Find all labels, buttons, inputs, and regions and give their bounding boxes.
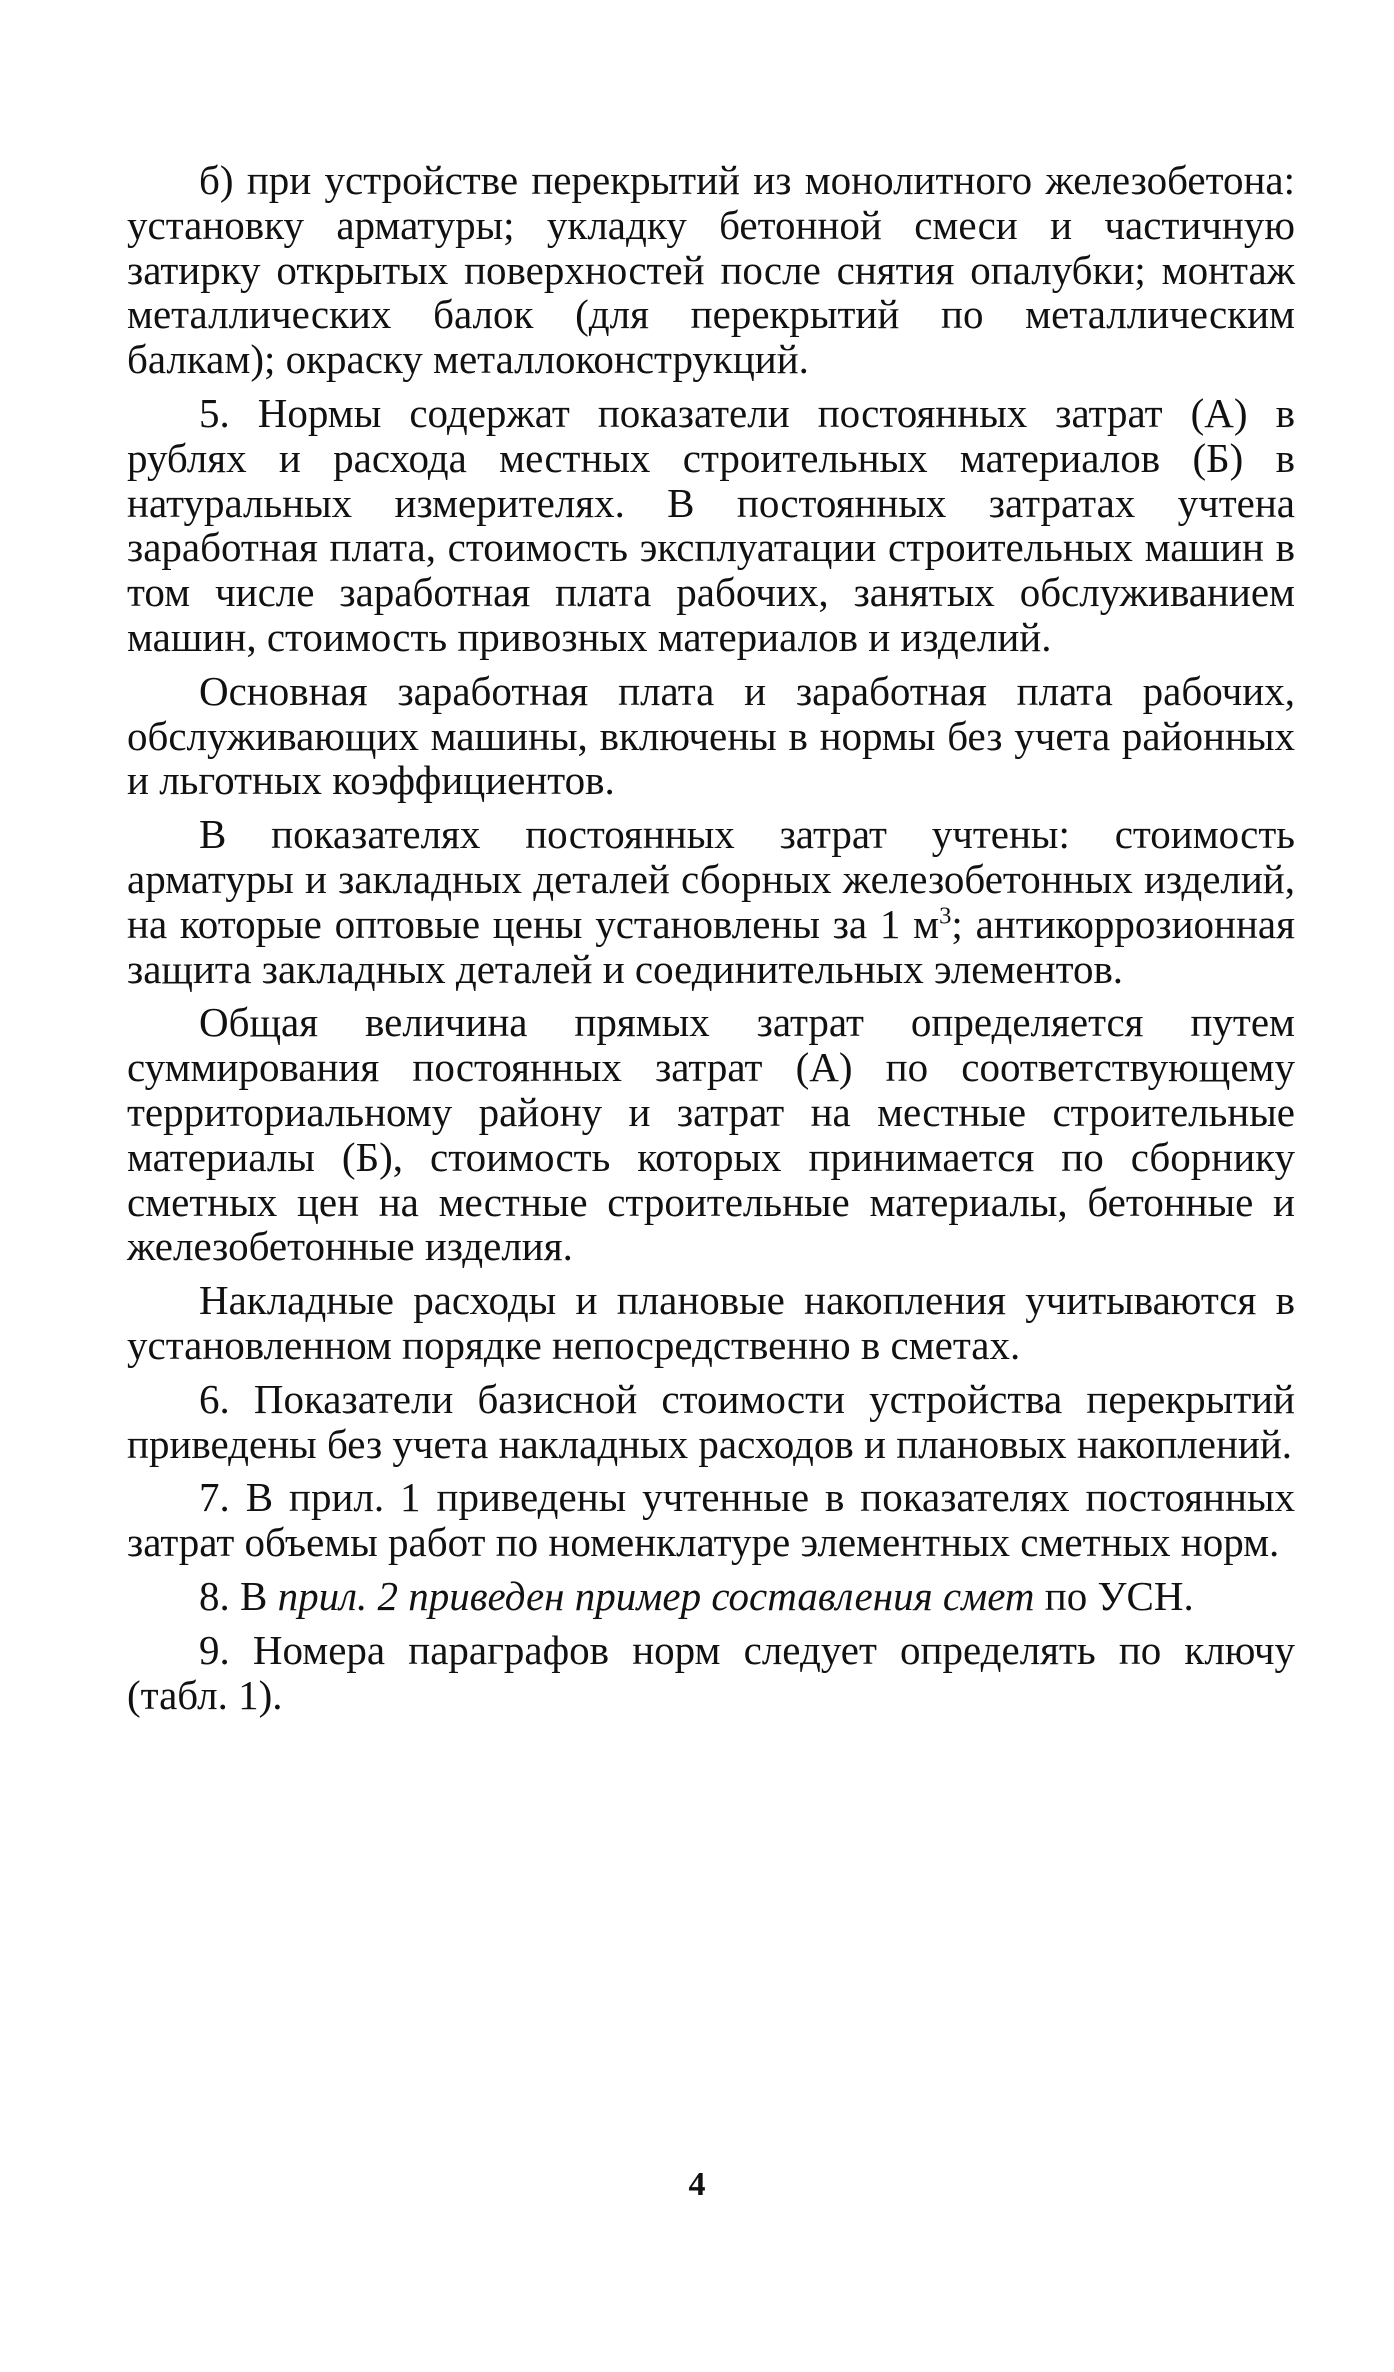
paragraph-item-8-italic: прил. 2 приведен пример составления смет: [277, 1572, 1035, 1619]
paragraph-item-b: б) при устройстве перекрытий из монолитного железобетона: установку арматуры; укладку бетонной смеси и частичную затирку открытых поверхностей после снятия опалубки; монтаж металлических балок (для перекрытий по металлическим балкам); окраску металлоконструкций.: [127, 157, 1295, 383]
paragraph-item-5: 5. Нормы содержат показатели постоянных затрат (А) в рублях и расхода местных строительных материалов (Б) в натуральных измерителях. В постоянных затратах учтена заработная плата, стоимость эксплуатации строительных машин в том числе заработная плата рабочих, занятых обслуживанием машин, стоимость привозных материалов и изделий.: [127, 389, 1295, 660]
paragraph-base-salary: Основная заработная плата и заработная плата рабочих, обслуживающих машины, включены в нормы без учета районных и льготных коэффициентов.: [127, 667, 1295, 804]
paragraph-item-7: 7. В прил. 1 приведены учтенные в показателях постоянных затрат объемы работ по номенклатуре элементных сметных норм.: [127, 1474, 1295, 1566]
paragraph-direct-costs: Общая величина прямых затрат определяется путем суммирования постоянных затрат (А) по соответствующему территориальному району и затрат на местные строительные материалы (Б), стоимость которых принимается по сборнику сметных цен на местные строительные материалы, бетонные и железобетонные изделия.: [127, 999, 1295, 1270]
paragraph-item-8-lead: 8. В: [199, 1572, 278, 1619]
body-text: [127, 158, 1295, 1726]
page-number: 4: [688, 2166, 706, 2203]
paragraph-item-8-tail: по УСН.: [1034, 1572, 1194, 1619]
paragraph-item-9: 9. Номера параграфов норм следует определять по ключу (табл. 1).: [127, 1626, 1295, 1718]
paragraph-constant-costs: [127, 812, 1295, 991]
cubic-superscript: 3: [939, 902, 952, 930]
paragraph-item-6: 6. Показатели базисной стоимости устройства перекрытий приведены без учета накладных расходов и плановых накоплений.: [127, 1375, 1295, 1467]
paragraph-constant-costs-text: В показателях постоянных затрат учтены: стоимость арматуры и закладных деталей сборных железобетонных изделий, на которые оптовые цены установлены за 1 м: [127, 811, 1295, 947]
paragraph-item-8: [127, 1574, 1295, 1619]
paragraph-overhead: Накладные расходы и плановые накопления учитываются в установленном порядке непосредственно в сметах.: [127, 1277, 1295, 1368]
paragraph-constant-costs-tail: ; антикоррозионная защита закладных деталей и соединительных элементов.: [127, 900, 1295, 992]
